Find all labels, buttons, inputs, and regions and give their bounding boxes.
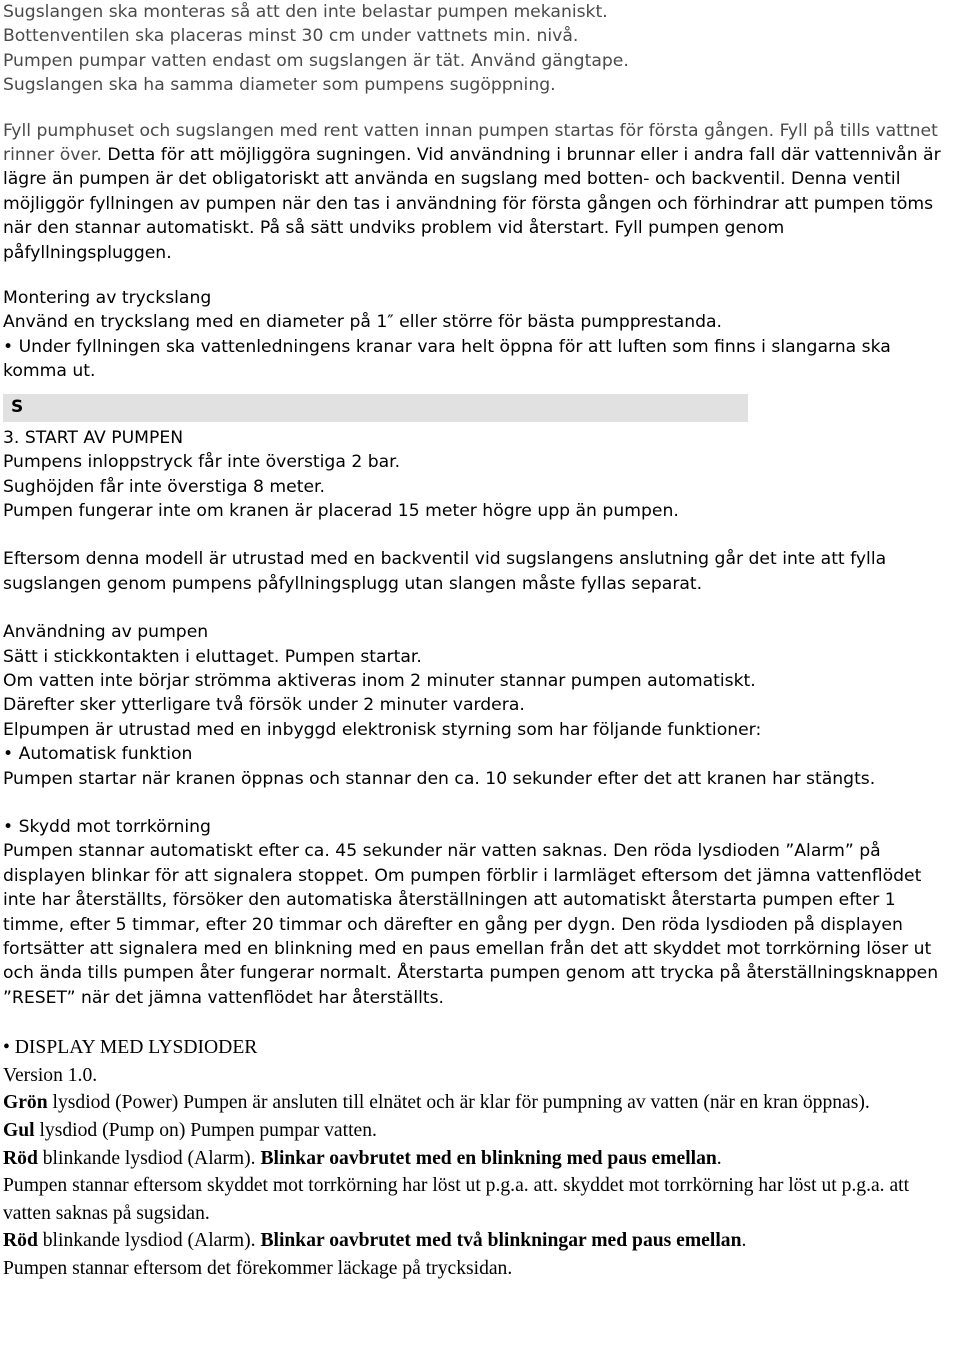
led-red-label: Röd — [3, 1147, 38, 1169]
section-heading: Användning av pumpen — [3, 622, 209, 643]
document-page — [3, 0, 953, 1283]
led-yellow-text: lysdiod (Pump on) Pumpen pumpar vatten. — [34, 1120, 377, 1141]
fill-text-grey: Fyll pumphuset och sugslangen med rent vatten innan pumpen startas för första gången. Fyll på tills vattnet rinner över. — [3, 120, 944, 166]
backvalve-paragraph: Eftersom denna modell är utrustad med en backventil vid sugslangens anslutning går det inte att fylla sugslangen genom pumpens påfyllningsplugg utan slangen måste fyllas separat. — [3, 549, 892, 594]
section-heading: Montering av tryckslang — [3, 288, 212, 309]
led-green-label: Grön — [3, 1092, 48, 1114]
start-line: Pumpens inloppstryck får inte överstiga 2 bar. — [3, 452, 401, 473]
led-red-detail: Pumpen stannar eftersom det förekommer läckage på trycksidan. — [3, 1257, 513, 1279]
section-heading: • DISPLAY MED LYSDIODER — [3, 1037, 258, 1059]
led-green-text: lysdiod (Power) Pumpen är ansluten till elnätet och är klar för pumpning av vatten (när en kran öppnas). — [47, 1092, 870, 1114]
led-red-text: blinkande lysdiod (Alarm). — [37, 1230, 261, 1252]
start-section — [3, 426, 953, 524]
pressure-hose-section — [3, 286, 953, 384]
led-red-bold: Blinkar oavbrutet med en blinkning med paus emellan — [260, 1147, 717, 1169]
spacer — [3, 98, 953, 119]
usage-line: Sätt i stickkontakten i eluttaget. Pumpen startar. — [3, 646, 422, 667]
led-red-line — [3, 1145, 953, 1173]
pressure-hose-bullet: • Under fyllningen ska vattenledningens kranar vara helt öppna för att luften som finns i slangarna ska komma ut. — [3, 336, 902, 382]
led-green-line — [3, 1089, 953, 1117]
led-red-line — [3, 1227, 953, 1255]
led-yellow-label: Gul — [3, 1120, 35, 1141]
intro-line: Bottenventilen ska placeras minst 30 cm under vattnets min. nivå. — [3, 26, 579, 47]
led-red-end: . — [741, 1230, 747, 1252]
intro-section — [3, 0, 953, 98]
auto-function-text: Pumpen startar när kranen öppnas och stannar den ca. 10 sekunder efter det att kranen har stängts. — [3, 768, 876, 789]
led-red-text: blinkande lysdiod (Alarm). — [37, 1147, 261, 1169]
intro-line: Sugslangen ska ha samma diameter som pumpens sugöppning. — [3, 75, 556, 96]
bar-mark: S — [11, 396, 24, 417]
led-yellow-line — [3, 1117, 953, 1145]
dry-run-bullet: • Skydd mot torrkörning — [3, 816, 211, 837]
led-red-bold: Blinkar oavbrutet med två blinkningar med paus emellan — [260, 1230, 742, 1252]
intro-line: Sugslangen ska monteras så att den inte belastar pumpen mekaniskt. — [3, 2, 608, 22]
pressure-hose-text: Använd en tryckslang med en diameter på 1″ eller större för bästa pumpprestanda. — [3, 312, 722, 333]
usage-line: Därefter sker ytterligare två försök under 2 minuter vardera. — [3, 695, 525, 716]
dry-run-text: Pumpen stannar automatiskt efter ca. 45 sekunder när vatten saknas. Den röda lysdioden ”Alarm” på displayen blinkar för att signalera stoppet. Om pumpen förblir i larmläget eftersom det jämna vattenflödet inte har återställts, försöker den automatiska återställningen att automatiskt återstarta pumpen efter 1 timme, efter 5 timmar, efter 20 timmar och därefter en gång per dygn. Den röda lysdioden på displayen fortsätter att signalera med en blinkning med en paus emellan från det att skyddet mot torrkörning löser ut och ända tills pumpen åter fungerar normalt. Återstarta pumpen genom att trycka på återställningsknappen ”RESET” när det jämna vattenflödet har återställts. — [3, 841, 944, 1008]
section-divider-bar — [3, 394, 748, 422]
auto-function-bullet: • Automatisk funktion — [3, 744, 193, 765]
usage-section — [3, 620, 953, 1010]
fill-text: Detta för att möjliggöra sugningen. Vid användning i brunnar eller i andra fall där vattennivån är lägre än pumpen är det obligatoriskt att använda en sugslang med botten- och backventil. Denna ventil möjliggör fyllningen av pumpen när den tas i användning för första gången och förhindrar att pumpen töms när den stannar automatiskt. På så sätt undviks problem vid återstart. Fyll pumpen genom påfyllningspluggen. — [3, 145, 947, 263]
led-red-end: . — [716, 1147, 722, 1169]
spacer — [3, 1010, 953, 1034]
spacer — [3, 265, 953, 286]
led-red-detail: Pumpen stannar eftersom skyddet mot torrkörning har löst ut p.g.a. att. skyddet mot torrkörning har löst ut p.g.a. att vatten saknas på sugsidan. — [3, 1175, 914, 1224]
start-line: Pumpen fungerar inte om kranen är placerad 15 meter högre upp än pumpen. — [3, 500, 679, 521]
intro-line: Pumpen pumpar vatten endast om sugslangen är tät. Använd gängtape. — [3, 50, 629, 71]
usage-line: Elpumpen är utrustad med en inbyggd elektronisk styrning som har följande funktioner: — [3, 719, 762, 740]
usage-line: Om vatten inte börjar strömma aktiveras inom 2 minuter stannar pumpen automatiskt. — [3, 670, 756, 691]
fill-paragraph — [3, 119, 953, 265]
spacer — [3, 791, 953, 815]
display-section — [3, 1034, 953, 1282]
start-line: Sughöjden får inte överstiga 8 meter. — [3, 476, 325, 497]
led-red-label: Röd — [3, 1230, 38, 1252]
section-heading: 3. START AV PUMPEN — [3, 427, 184, 448]
spacer — [3, 523, 953, 547]
spacer — [3, 596, 953, 620]
version-text: Version 1.0. — [3, 1064, 98, 1086]
